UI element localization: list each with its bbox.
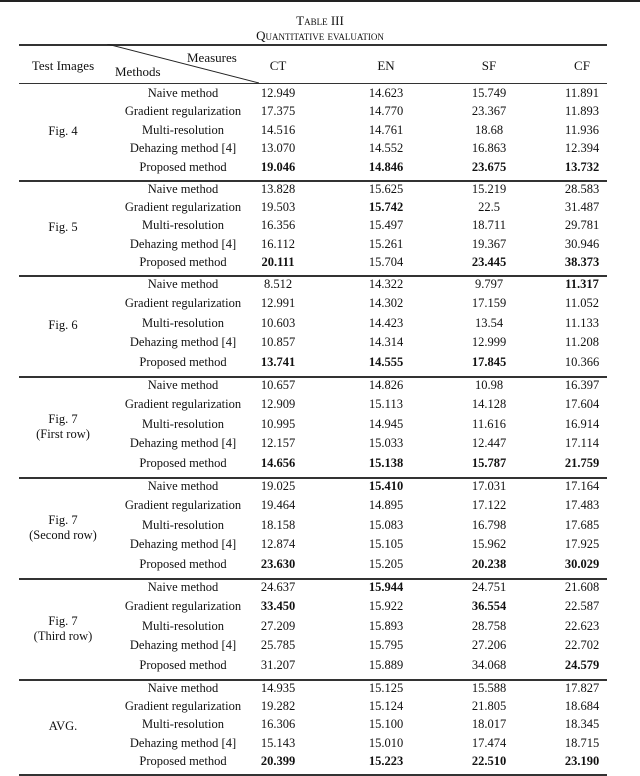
group-label-line1: Fig. 7 — [48, 613, 78, 628]
value-cell: 14.128 — [471, 397, 507, 412]
table-row — [19, 200, 607, 219]
method-name: Gradient regularization — [124, 200, 242, 215]
method-name: Gradient regularization — [124, 397, 242, 412]
method-name: Naive method — [147, 182, 219, 196]
table-row — [19, 255, 607, 274]
bottom-rule — [19, 774, 607, 776]
value-cell: 23.675 — [471, 159, 507, 174]
table-row — [19, 160, 607, 179]
value-cell: 22.702 — [564, 638, 600, 653]
value-cell: 11.893 — [565, 104, 599, 119]
method-name: Proposed method — [139, 159, 227, 174]
value-cell: 14.826 — [368, 378, 404, 392]
table-row — [19, 316, 607, 335]
table-title — [0, 28, 640, 43]
value-cell: 14.322 — [368, 277, 404, 291]
value-cell: 15.410 — [368, 479, 404, 493]
value-cell: 17.164 — [564, 479, 600, 493]
table-row — [19, 681, 607, 700]
value-cell: 12.157 — [260, 436, 296, 451]
value-cell: 15.795 — [368, 638, 404, 653]
group-label-line1: Fig. 4 — [48, 124, 78, 138]
value-cell: 16.863 — [471, 141, 507, 156]
header-col-cf: CF — [574, 58, 590, 73]
table-row — [19, 104, 607, 123]
value-cell: 17.122 — [471, 498, 507, 513]
table-row — [19, 537, 607, 556]
value-cell: 19.025 — [260, 479, 296, 493]
value-cell: 14.302 — [368, 296, 404, 311]
group-label-line1: Fig. 5 — [48, 219, 78, 234]
value-cell: 23.367 — [471, 104, 507, 119]
value-cell: 19.046 — [260, 159, 296, 174]
value-cell: 11.052 — [565, 296, 599, 311]
value-cell: 33.450 — [260, 599, 296, 614]
value-cell: 15.100 — [368, 717, 404, 732]
group-label-line2: (Third row) — [33, 628, 93, 643]
table-group — [19, 84, 607, 180]
value-cell: 10.995 — [260, 416, 296, 431]
value-cell: 18.711 — [472, 218, 506, 233]
method-name: Multi-resolution — [142, 218, 224, 233]
table-row — [19, 638, 607, 657]
group-label-line1: Fig. 6 — [48, 317, 78, 332]
header-col-en: EN — [377, 58, 395, 73]
table-row — [19, 277, 607, 296]
value-cell: 19.464 — [260, 498, 296, 513]
value-cell: 24.637 — [260, 580, 296, 594]
value-cell: 22.623 — [564, 618, 600, 633]
value-cell: 15.223 — [368, 753, 404, 768]
group-label-line2: (First row) — [36, 426, 90, 441]
table-row — [19, 237, 607, 256]
value-cell: 13.070 — [260, 141, 296, 156]
value-cell: 10.857 — [260, 335, 296, 350]
header-methods: Methods — [115, 64, 161, 79]
value-cell: 13.732 — [564, 159, 600, 174]
group-label-line1: Fig. 7 — [48, 411, 78, 426]
value-cell: 14.623 — [368, 86, 404, 100]
value-cell: 23.445 — [471, 254, 507, 269]
method-name: Naive method — [147, 681, 219, 695]
method-name: Naive method — [147, 479, 219, 493]
method-name: Multi-resolution — [142, 618, 224, 633]
value-cell: 21.805 — [471, 699, 507, 714]
method-name: Naive method — [147, 378, 219, 392]
value-cell: 15.588 — [471, 681, 507, 695]
value-cell: 14.516 — [260, 122, 296, 137]
table-group — [19, 477, 607, 578]
method-name: Proposed method — [139, 753, 227, 768]
value-cell: 17.375 — [260, 104, 296, 119]
value-cell: 17.925 — [564, 537, 600, 552]
value-cell: 17.474 — [471, 735, 507, 750]
value-cell: 16.356 — [260, 218, 296, 233]
value-cell: 10.657 — [260, 378, 296, 392]
value-cell: 18.684 — [564, 699, 600, 714]
table-row — [19, 218, 607, 237]
value-cell: 29.781 — [564, 218, 600, 233]
header-col-ct: CT — [269, 58, 287, 73]
value-cell: 20.238 — [471, 556, 507, 571]
value-cell: 15.704 — [368, 254, 404, 269]
method-name: Proposed method — [139, 254, 227, 269]
value-cell: 14.761 — [368, 122, 404, 137]
value-cell: 22.5 — [478, 200, 500, 215]
value-cell: 16.914 — [564, 416, 600, 431]
table-row — [19, 182, 607, 201]
method-name: Multi-resolution — [142, 315, 224, 330]
value-cell: 18.017 — [471, 717, 507, 732]
value-cell: 12.394 — [564, 141, 600, 156]
value-cell: 17.685 — [564, 517, 600, 532]
table-number-text: Table III — [296, 13, 344, 28]
value-cell: 12.991 — [260, 296, 296, 311]
table-row — [19, 736, 607, 755]
method-name: Gradient regularization — [124, 599, 242, 614]
value-cell: 15.143 — [260, 735, 296, 750]
header-col-sf: SF — [481, 58, 497, 73]
value-cell: 21.608 — [564, 580, 600, 594]
value-cell: 28.758 — [471, 618, 507, 633]
value-cell: 19.367 — [471, 236, 507, 251]
method-name: Gradient regularization — [124, 296, 242, 311]
value-cell: 30.029 — [564, 556, 600, 571]
table-row — [19, 754, 607, 773]
table-group — [19, 180, 607, 275]
table-row — [19, 335, 607, 354]
value-cell: 14.552 — [368, 141, 404, 156]
method-name: Multi-resolution — [142, 717, 224, 732]
value-cell: 10.603 — [260, 315, 296, 330]
table-row — [19, 86, 607, 105]
value-cell: 14.846 — [368, 159, 404, 174]
value-cell: 22.587 — [564, 599, 600, 614]
value-cell: 23.190 — [564, 753, 600, 768]
value-cell: 15.010 — [368, 735, 404, 750]
group-label-line1: Fig. 7 — [48, 512, 78, 527]
value-cell: 12.447 — [471, 436, 507, 451]
value-cell: 12.949 — [260, 86, 296, 100]
value-cell: 15.125 — [368, 681, 404, 695]
table-row — [19, 296, 607, 315]
table-row — [19, 580, 607, 599]
table-row — [19, 417, 607, 436]
value-cell: 11.133 — [565, 315, 599, 330]
value-cell: 13.54 — [474, 315, 504, 330]
header-measures: Measures — [187, 50, 237, 65]
value-cell: 19.282 — [260, 699, 296, 714]
value-cell: 11.317 — [565, 277, 599, 291]
value-cell: 30.946 — [564, 236, 600, 251]
value-cell: 36.554 — [471, 599, 507, 614]
value-cell: 20.399 — [260, 753, 296, 768]
method-name: Proposed method — [139, 556, 227, 571]
method-name: Multi-resolution — [142, 122, 224, 137]
header-test-images: Test Images — [31, 58, 95, 73]
value-cell: 15.124 — [368, 699, 404, 714]
value-cell: 15.749 — [471, 86, 507, 100]
value-cell: 27.209 — [260, 618, 296, 633]
method-name: Proposed method — [139, 657, 227, 672]
value-cell: 15.889 — [368, 657, 404, 672]
table-title-text: Quantitative evaluation — [256, 28, 384, 43]
value-cell: 15.113 — [369, 397, 403, 412]
value-cell: 34.068 — [471, 657, 507, 672]
value-cell: 15.922 — [368, 599, 404, 614]
value-cell: 22.510 — [471, 753, 507, 768]
value-cell: 18.68 — [474, 122, 504, 137]
method-name: Naive method — [147, 580, 219, 594]
value-cell: 21.759 — [564, 455, 600, 470]
value-cell: 38.373 — [564, 254, 600, 269]
value-cell: 27.206 — [471, 638, 507, 653]
table-group — [19, 376, 607, 477]
value-cell: 17.031 — [471, 479, 507, 493]
group-label-line2: (Second row) — [29, 527, 97, 542]
group-label-line1: AVG. — [48, 718, 78, 733]
value-cell: 15.625 — [368, 182, 404, 196]
table-row — [19, 436, 607, 455]
method-name: Dehazing method [4] — [129, 436, 237, 451]
value-cell: 15.944 — [368, 580, 404, 594]
value-cell: 18.715 — [564, 735, 600, 750]
value-cell: 14.945 — [368, 416, 404, 431]
table-row — [19, 397, 607, 416]
method-name: Multi-resolution — [142, 416, 224, 431]
method-name: Dehazing method [4] — [129, 735, 237, 750]
value-cell: 10.366 — [564, 354, 600, 369]
method-name: Gradient regularization — [124, 498, 242, 513]
value-cell: 20.111 — [261, 254, 295, 269]
value-cell: 10.98 — [474, 378, 504, 392]
method-name: Gradient regularization — [124, 699, 242, 714]
method-name: Dehazing method [4] — [129, 141, 237, 156]
table-row — [19, 355, 607, 374]
table-row — [19, 658, 607, 677]
value-cell: 17.604 — [564, 397, 600, 412]
value-cell: 15.497 — [368, 218, 404, 233]
value-cell: 11.936 — [565, 122, 599, 137]
table-group — [19, 679, 607, 774]
value-cell: 15.138 — [368, 455, 404, 470]
value-cell: 16.306 — [260, 717, 296, 732]
value-cell: 31.487 — [564, 200, 600, 215]
table-row — [19, 498, 607, 517]
table-row — [19, 599, 607, 618]
value-cell: 23.630 — [260, 556, 296, 571]
value-cell: 15.105 — [368, 537, 404, 552]
table-row — [19, 518, 607, 537]
value-cell: 16.798 — [471, 517, 507, 532]
value-cell: 12.909 — [260, 397, 296, 412]
table-header — [19, 44, 607, 83]
value-cell: 25.785 — [260, 638, 296, 653]
value-cell: 28.583 — [564, 182, 600, 196]
table-row — [19, 456, 607, 475]
value-cell: 14.555 — [368, 354, 404, 369]
method-name: Multi-resolution — [142, 517, 224, 532]
method-name: Dehazing method [4] — [129, 638, 237, 653]
value-cell: 11.616 — [472, 416, 506, 431]
value-cell: 15.083 — [368, 517, 404, 532]
method-name: Naive method — [147, 277, 219, 291]
value-cell: 8.512 — [263, 277, 293, 291]
table-row — [19, 557, 607, 576]
value-cell: 12.999 — [471, 335, 507, 350]
value-cell: 14.423 — [368, 315, 404, 330]
value-cell: 18.345 — [564, 717, 600, 732]
top-border — [0, 0, 640, 2]
value-cell: 17.114 — [565, 436, 599, 451]
value-cell: 15.205 — [368, 556, 404, 571]
table-row — [19, 123, 607, 142]
value-cell: 24.751 — [471, 580, 507, 594]
value-cell: 11.208 — [565, 335, 599, 350]
value-cell: 15.261 — [368, 236, 404, 251]
table-row — [19, 619, 607, 638]
value-cell: 12.874 — [260, 537, 296, 552]
table-number — [0, 13, 640, 28]
value-cell: 13.828 — [260, 182, 296, 196]
value-cell: 17.845 — [471, 354, 507, 369]
value-cell: 16.112 — [261, 236, 295, 251]
value-cell: 17.159 — [471, 296, 507, 311]
value-cell: 15.962 — [471, 537, 507, 552]
table-row — [19, 479, 607, 498]
method-name: Dehazing method [4] — [129, 335, 237, 350]
value-cell: 15.219 — [471, 182, 507, 196]
table-group — [19, 275, 607, 376]
method-name: Dehazing method [4] — [129, 537, 237, 552]
method-name: Proposed method — [139, 455, 227, 470]
method-name: Naive method — [147, 86, 219, 100]
value-cell: 15.742 — [368, 200, 404, 215]
value-cell: 11.891 — [565, 86, 599, 100]
value-cell: 17.483 — [564, 498, 600, 513]
value-cell: 14.935 — [260, 681, 296, 695]
value-cell: 14.895 — [368, 498, 404, 513]
table-row — [19, 141, 607, 160]
value-cell: 18.158 — [260, 517, 296, 532]
value-cell: 14.770 — [368, 104, 404, 119]
table-row — [19, 378, 607, 397]
method-name: Proposed method — [139, 354, 227, 369]
value-cell: 13.741 — [260, 354, 296, 369]
value-cell: 24.579 — [564, 657, 600, 672]
value-cell: 9.797 — [474, 277, 504, 291]
method-name: Dehazing method [4] — [129, 236, 237, 251]
value-cell: 14.314 — [368, 335, 404, 350]
table-row — [19, 717, 607, 736]
value-cell: 15.787 — [471, 455, 507, 470]
table-row — [19, 699, 607, 718]
method-name: Gradient regularization — [124, 104, 242, 119]
value-cell: 17.827 — [564, 681, 600, 695]
value-cell: 31.207 — [260, 657, 296, 672]
table-group — [19, 578, 607, 679]
value-cell: 19.503 — [260, 200, 296, 215]
value-cell: 14.656 — [260, 455, 296, 470]
value-cell: 16.397 — [564, 378, 600, 392]
value-cell: 15.033 — [368, 436, 404, 451]
value-cell: 15.893 — [368, 618, 404, 633]
